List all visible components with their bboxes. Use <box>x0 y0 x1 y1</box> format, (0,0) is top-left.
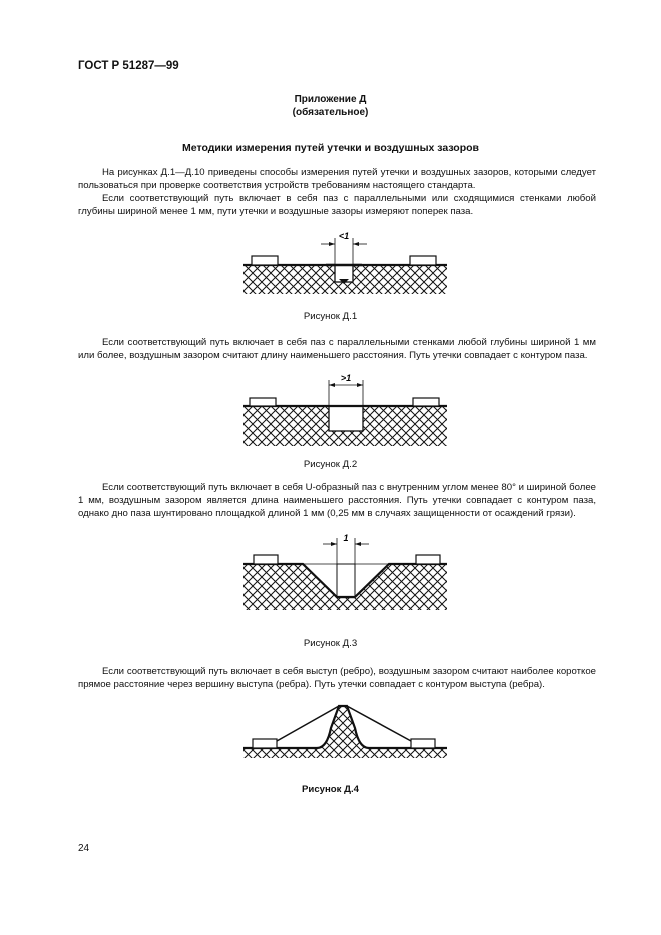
figure-d2-drawing <box>235 370 455 450</box>
figure-d4-caption: Рисунок Д.4 <box>302 784 359 795</box>
annex-status: (обязательное) <box>292 107 369 118</box>
d1-conductor-left <box>252 256 278 265</box>
d2-dimension-label: >1 <box>340 373 352 383</box>
figure-d3-drawing <box>235 532 455 616</box>
paragraph-d3 <box>78 481 596 520</box>
figure-d4-drawing <box>235 696 455 766</box>
d2-groove <box>329 406 363 431</box>
d3-conductor-left <box>254 555 278 564</box>
d3-dimension-label: 1 <box>343 533 349 543</box>
d3-conductor-right <box>416 555 440 564</box>
d4-conductor-right <box>411 739 435 748</box>
figure-d2-caption: Рисунок Д.2 <box>303 459 358 470</box>
document-header: ГОСТ Р 51287—99 <box>78 60 179 72</box>
d4-base-hatching <box>243 706 447 758</box>
d3-bridge-area <box>337 564 355 597</box>
intro-paragraph-1: На рисунках Д.1—Д.10 приведены способы измерения путей утечки и воздушных зазоров, которыми следует пользоваться при проверке соответствия устройств требованиям настоящего стандарта. <box>78 167 596 191</box>
intro-paragraph-2: Если соответствующий путь включает в себя паз с параллельными или сходящимися стенками любой глубины шириной менее 1 мм, пути утечки и воздушные зазоры измеряют поперек паза. <box>78 193 596 217</box>
d2-conductor-left <box>250 398 276 406</box>
paragraph-d2 <box>78 336 596 362</box>
page-number: 24 <box>78 843 90 854</box>
paragraph-d3-text: Если соответствующий путь включает в себя U-образный паз с внутренним углом менее 80° и шириной более 1 мм, воздушным зазором является длина наименьшего расстояния. Путь утечки совпадает с контуром паза, однако дно паза шунтировано площадкой длиной 1 мм (0,25 мм в случаях защищенности от осаждений грязи). <box>78 482 596 519</box>
intro-paragraphs <box>78 166 596 218</box>
figure-d1-drawing <box>235 228 455 300</box>
d1-dimension-label: <1 <box>338 231 350 241</box>
d4-conductor-left <box>253 739 277 748</box>
section-title: Методики измерения путей утечки и воздушных зазоров <box>182 142 479 154</box>
annex-title: Приложение Д <box>294 94 367 105</box>
figure-d1-caption: Рисунок Д.1 <box>303 311 358 322</box>
paragraph-d2-text: Если соответствующий путь включает в себя паз с параллельными стенками любой глубины шириной 1 мм или более, воздушным зазором считают длину наименьшего расстояния. Путь утечки совпадает с контуром паза. <box>78 337 596 361</box>
paragraph-d4-text: Если соответствующий путь включает в себя выступ (ребро), воздушным зазором считают наиболее короткое прямое расстояние через вершину выступа (ребра). Путь утечки совпадает с контуром выступа (ребра). <box>78 666 596 690</box>
d2-conductor-right <box>413 398 439 406</box>
d1-conductor-right <box>410 256 436 265</box>
figure-d3-caption: Рисунок Д.3 <box>303 638 358 649</box>
paragraph-d4 <box>78 665 596 691</box>
